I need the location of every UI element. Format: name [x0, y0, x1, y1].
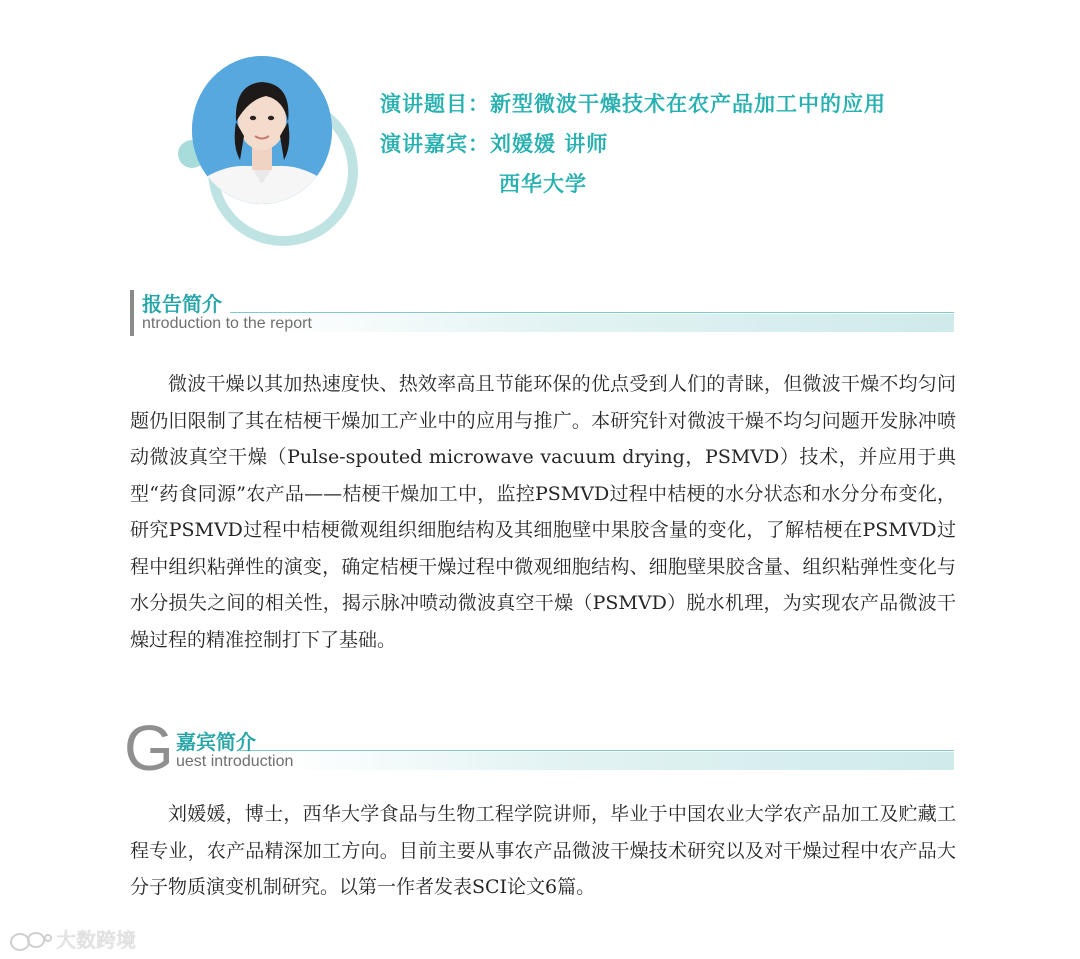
report-body: 微波干燥以其加热速度快、热效率高且节能环保的优点受到人们的青睐，但微波干燥不均匀问题仍旧限制了其在桔梗干燥加工产业中的应用与推广。本研究针对微波干燥不均匀问题开发脉冲喷动微波真空干燥（Pulse-spouted microwave vacuum drying，PSMVD）技术，并应用于典型“药食同源”农产品——桔梗干燥加工中，监控PSMVD过程中桔梗的水分状态和水分分布变化，研究PSMVD过程中桔梗微观组织细胞结构及其细胞壁中果胶含量的变化，了解桔梗在PSMVD过程中组织粘弹性的演变，确定桔梗干燥过程中微观细胞结构、细胞壁果胶含量、组织粘弹性变化与水分损失之间的相关性，揭示脉冲喷动微波真空干燥（PSMVD）脱水机理，为实现农产品微波干燥过程的精准控制打下了基础。	[130, 373, 956, 651]
guest-body: 刘媛媛，博士，西华大学食品与生物工程学院讲师，毕业于中国农业大学农产品加工及贮藏工程专业，农产品精深加工方向。目前主要从事农产品微波干燥技术研究以及对干燥过程中农产品大分子物质演变机制研究。以第一作者发表SCI论文6篇。	[130, 803, 956, 898]
heading-rule	[230, 312, 954, 313]
guest-heading-letter: G	[124, 712, 174, 784]
report-section-heading	[130, 290, 954, 336]
heading-band	[270, 314, 954, 332]
heading-bar	[130, 290, 134, 336]
guest-section-subtitle: uest introduction	[176, 753, 294, 770]
talk-topic: 演讲题目：新型微波干燥技术在农产品加工中的应用	[380, 92, 886, 116]
report-section-title: 报告简介	[142, 292, 222, 316]
heading-rule	[240, 750, 954, 751]
watermark	[8, 924, 136, 954]
watermark-text: 大数跨境	[56, 928, 136, 952]
guest-section-heading	[124, 712, 954, 784]
report-section-subtitle: ntroduction to the report	[142, 315, 312, 332]
talk-speaker: 演讲嘉宾：刘媛媛 讲师	[380, 132, 609, 156]
chat-bubble-logo-icon	[8, 930, 54, 954]
guest-section-title: 嘉宾简介	[176, 730, 256, 754]
speaker-photo-group	[178, 56, 368, 226]
talk-affiliation: 西华大学	[499, 172, 587, 196]
heading-band	[280, 752, 954, 770]
speaker-portrait	[192, 56, 332, 204]
